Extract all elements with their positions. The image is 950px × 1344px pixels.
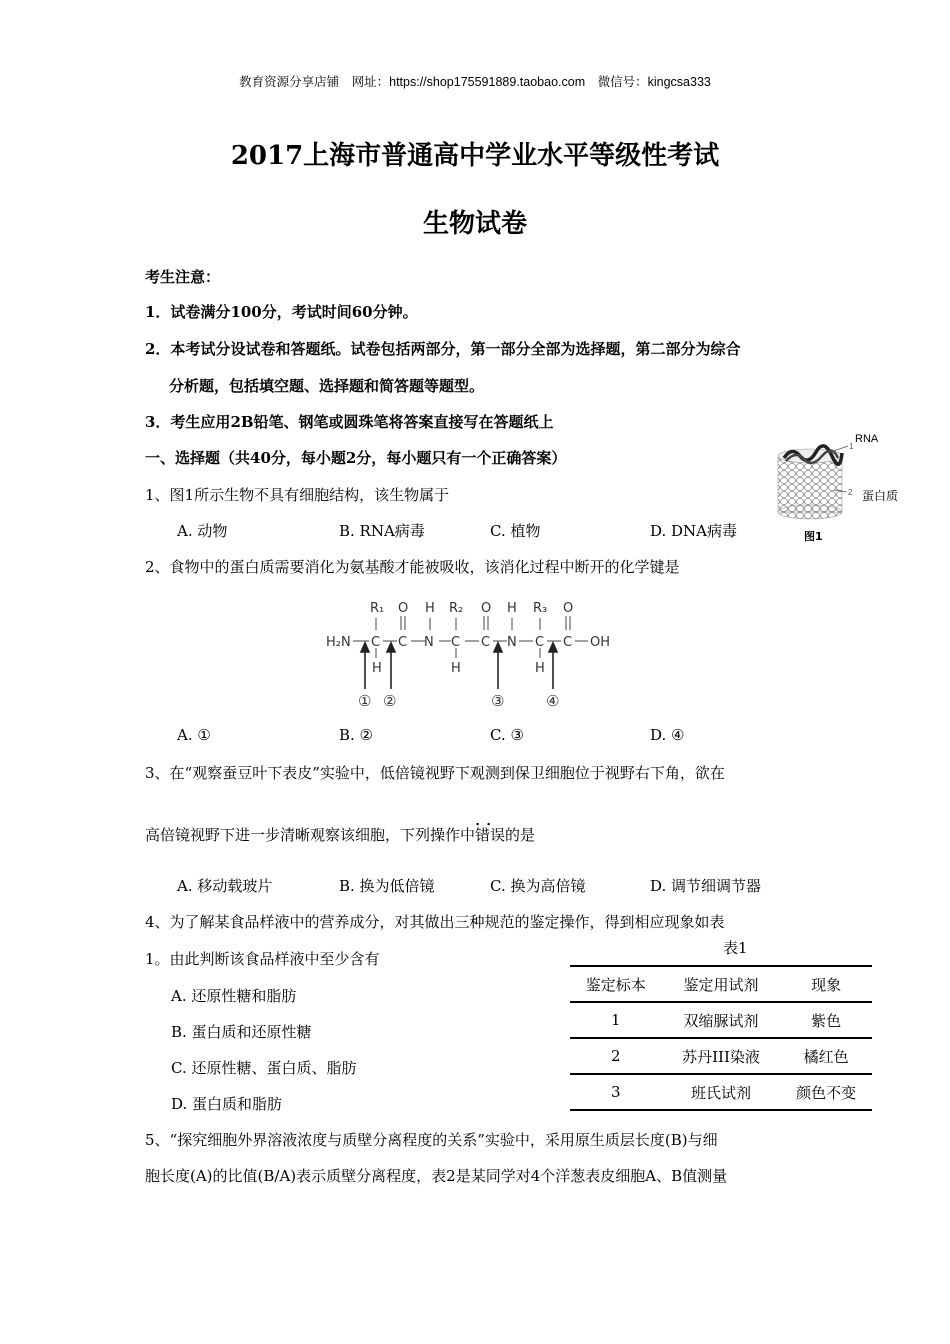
q1-option-c: C. 植物 (490, 522, 541, 540)
oxygen-3: O (563, 601, 574, 616)
table-1-caption: 表1 (723, 939, 748, 957)
table-cell: 橘红色 (780, 1038, 872, 1074)
q4-option-b: B. 蛋白质和还原性糖 (171, 1023, 312, 1041)
table-1-header-row (570, 966, 872, 1002)
q4-option-d: D. 蛋白质和脂肪 (171, 1095, 283, 1113)
figure-1-label-1: 1 (849, 442, 854, 451)
table-1-header: 现象 (780, 966, 872, 1002)
table-1-header: 鉴定标本 (570, 966, 662, 1002)
table-row (570, 1038, 872, 1074)
q1-stem: 1、图1所示生物不具有细胞结构，该生物属于 (145, 486, 450, 504)
q2-option-b: B. ② (339, 726, 374, 744)
figure-1-protein-label: 蛋白质 (862, 489, 899, 503)
notice-item-2-cont: 分析题，包括填空题、选择题和简答题等题型。 (169, 377, 485, 395)
table-row (570, 1074, 872, 1110)
table-row (570, 1002, 872, 1038)
bond-marker-2: ② (383, 692, 397, 710)
q1-option-b: B. RNA病毒 (339, 522, 425, 540)
carbon-5: C (535, 635, 545, 650)
carbon-6: C (563, 635, 573, 650)
hydrogen-c5: H (535, 661, 545, 676)
notice-item-2: 2．本考试分设试卷和答题纸。试卷包括两部分，第一部分全部为选择题，第二部分为综合 (145, 340, 741, 358)
peptide-diagram (322, 592, 622, 714)
carbon-2: C (398, 635, 408, 650)
bond-marker-1: ① (358, 692, 372, 710)
q3-option-b: B. 换为低倍镜 (339, 877, 435, 895)
hydrogen-c3: H (451, 661, 461, 676)
q4-stem-line2: 1。由此判断该食品样液中至少含有 (145, 950, 380, 968)
q5-stem-line1: 5、“探究细胞外界溶液浓度与质壁分离程度的关系”实验中，采用原生质层长度(B)与细 (145, 1131, 718, 1149)
q2-option-a: A. ① (177, 726, 211, 744)
table-cell: 班氏试剂 (662, 1074, 781, 1110)
emphasis-dots: ．． (475, 813, 505, 829)
table-cell: 3 (570, 1074, 662, 1110)
q3-stem-line1: 3、在“观察蚕豆叶下表皮”实验中，低倍镜视野下观测到保卫细胞位于视野右下角，欲在 (145, 764, 725, 782)
table-cell: 颜色不变 (780, 1074, 872, 1110)
nitrogen-1: N (424, 635, 434, 650)
table-cell: 苏丹III染液 (662, 1038, 781, 1074)
hydroxyl-group: OH (590, 635, 611, 650)
q3-stem-line2 (145, 813, 536, 845)
q2-option-c: C. ③ (490, 726, 524, 744)
carbon-4: C (481, 635, 491, 650)
q4-stem-line1: 4、为了解某食品样液中的营养成分，对其做出三种规范的鉴定操作，得到相应现象如表 (145, 913, 725, 931)
q3-stem-part1: 高倍镜视野下进一步清晰观察该细胞，下列操作中 (145, 826, 476, 844)
section-heading: 一、选择题（共40分，每小题2分，每小题只有一个正确答案） (145, 449, 567, 467)
bond-marker-4: ④ (546, 692, 560, 710)
hydrogen-n1: H (425, 601, 435, 616)
table-cell: 2 (570, 1038, 662, 1074)
notice-heading: 考生注意： (145, 268, 221, 286)
figure-1-label-2: 2 (848, 488, 853, 497)
figure-1-rna-label: RNA (855, 433, 879, 445)
q2-option-d: D. ④ (650, 726, 685, 744)
hydrogen-n2: H (507, 601, 517, 616)
table-cell: 紫色 (780, 1002, 872, 1038)
table-1 (570, 965, 872, 1111)
carbon-3: C (451, 635, 461, 650)
q3-option-a: A. 移动载玻片 (177, 877, 273, 895)
figure-1-virus (772, 428, 908, 550)
notice-item-1: 1．试卷满分100分，考试时间60分钟。 (145, 303, 418, 321)
figure-1-caption: 图1 (804, 530, 823, 543)
carbon-1: C (371, 635, 381, 650)
q3-stem-part3: 的是 (505, 826, 536, 844)
r3-group: R₃ (533, 601, 548, 616)
q4-option-a: A. 还原性糖和脂肪 (171, 987, 297, 1005)
q3-emphasis (475, 813, 506, 845)
nitrogen-2: N (507, 635, 517, 650)
page-header: 教育资源分享店铺 网址：https://shop175591889.taobao.com 微信号：kingcsa333 (239, 75, 711, 89)
exam-subtitle: 生物试卷 (422, 209, 527, 239)
q3-option-d: D. 调节细调节器 (650, 877, 762, 895)
q5-stem-line2: 胞长度(A)的比值(B/A)表示质壁分离程度，表2是某同学对4个洋葱表皮细胞A、B值测量 (145, 1167, 728, 1185)
exam-title: 2017上海市普通高中学业水平等级性考试 (230, 141, 720, 171)
q4-option-c: C. 还原性糖、蛋白质、脂肪 (171, 1059, 357, 1077)
q3-emphasis-word: 错误 (475, 826, 506, 844)
q1-option-a: A. 动物 (177, 522, 228, 540)
hydrogen-c1: H (372, 661, 382, 676)
oxygen-2: O (481, 601, 492, 616)
table-cell: 双缩脲试剂 (662, 1002, 781, 1038)
table-cell: 1 (570, 1002, 662, 1038)
q2-stem: 2、食物中的蛋白质需要消化为氨基酸才能被吸收，该消化过程中断开的化学键是 (145, 558, 680, 576)
amino-group: H₂N (326, 635, 351, 650)
r2-group: R₂ (449, 601, 464, 616)
q1-option-d: D. DNA病毒 (650, 522, 738, 540)
q3-option-c: C. 换为高倍镜 (490, 877, 586, 895)
bond-marker-3: ③ (491, 692, 505, 710)
table-1-header: 鉴定用试剂 (662, 966, 781, 1002)
r1-group: R₁ (370, 601, 385, 616)
notice-item-3: 3．考生应用2B铅笔、钢笔或圆珠笔将答案直接写在答题纸上 (145, 413, 554, 431)
oxygen-1: O (398, 601, 409, 616)
